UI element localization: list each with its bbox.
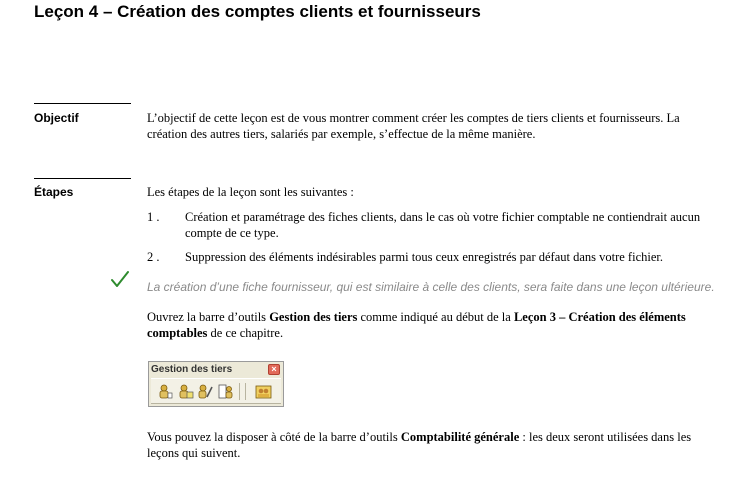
close-icon[interactable]: × <box>268 364 280 375</box>
toolbar-title: Gestion des tiers <box>151 364 233 375</box>
section-rule-etapes <box>34 178 131 179</box>
tier-list-icon[interactable] <box>217 383 234 400</box>
section-rule-objectif <box>34 103 131 104</box>
step-number: 1 . <box>147 210 160 224</box>
step-number: 2 . <box>147 250 160 264</box>
section-label-objectif: Objectif <box>34 111 79 125</box>
toolbar-name-ref: Gestion des tiers <box>269 310 358 324</box>
toolbar-name-ref: Comptabilité générale <box>400 430 520 444</box>
etapes-intro: Les étapes de la leçon sont les suivantes : <box>147 185 354 199</box>
checkmark-icon <box>110 270 130 288</box>
toolbar-separator <box>245 383 246 400</box>
section-label-etapes: Étapes <box>34 185 74 199</box>
page-title: Leçon 4 – Création des comptes clients et fournisseurs <box>34 2 481 21</box>
step-text: Création et paramétrage des fiches clients, dans le cas où votre fichier comptable ne contiendrait aucun compte de ce type. <box>185 210 701 240</box>
supplier-icon[interactable] <box>177 383 194 400</box>
toolbar-buttons <box>151 378 281 404</box>
client-icon[interactable] <box>157 383 174 400</box>
lesson-ref: Leçon 3 – Création des éléments comptables <box>147 310 686 340</box>
tier-group-icon[interactable] <box>255 383 272 400</box>
note-text: La création d’une fiche fournisseur, qui est similaire à celle des clients, sera faite dans une leçon ultérieure. <box>147 280 715 294</box>
toolbar-gestion-des-tiers <box>148 361 284 407</box>
closing-paragraph: Vous pouvez la disposer à côté de la barre d’outils Comptabilité générale : les deux seront utilisées dans les leçons qui suivent. <box>147 430 692 460</box>
step-text: Suppression des éléments indésirables parmi tous ceux enregistrés par défaut dans votre fichier. <box>185 250 663 264</box>
objectif-text: L’objectif de cette leçon est de vous montrer comment créer les comptes de tiers clients et fournisseurs. La création des autres tiers, salariés par exemple, s’effectue de la même manière. <box>147 111 680 141</box>
edit-tier-icon[interactable] <box>197 383 214 400</box>
instruction-paragraph: Ouvrez la barre d’outils Gestion des tiers comme indiqué au début de la Leçon 3 – Création des éléments comptables de ce chapitre. <box>147 310 686 340</box>
toolbar-separator <box>239 383 240 400</box>
